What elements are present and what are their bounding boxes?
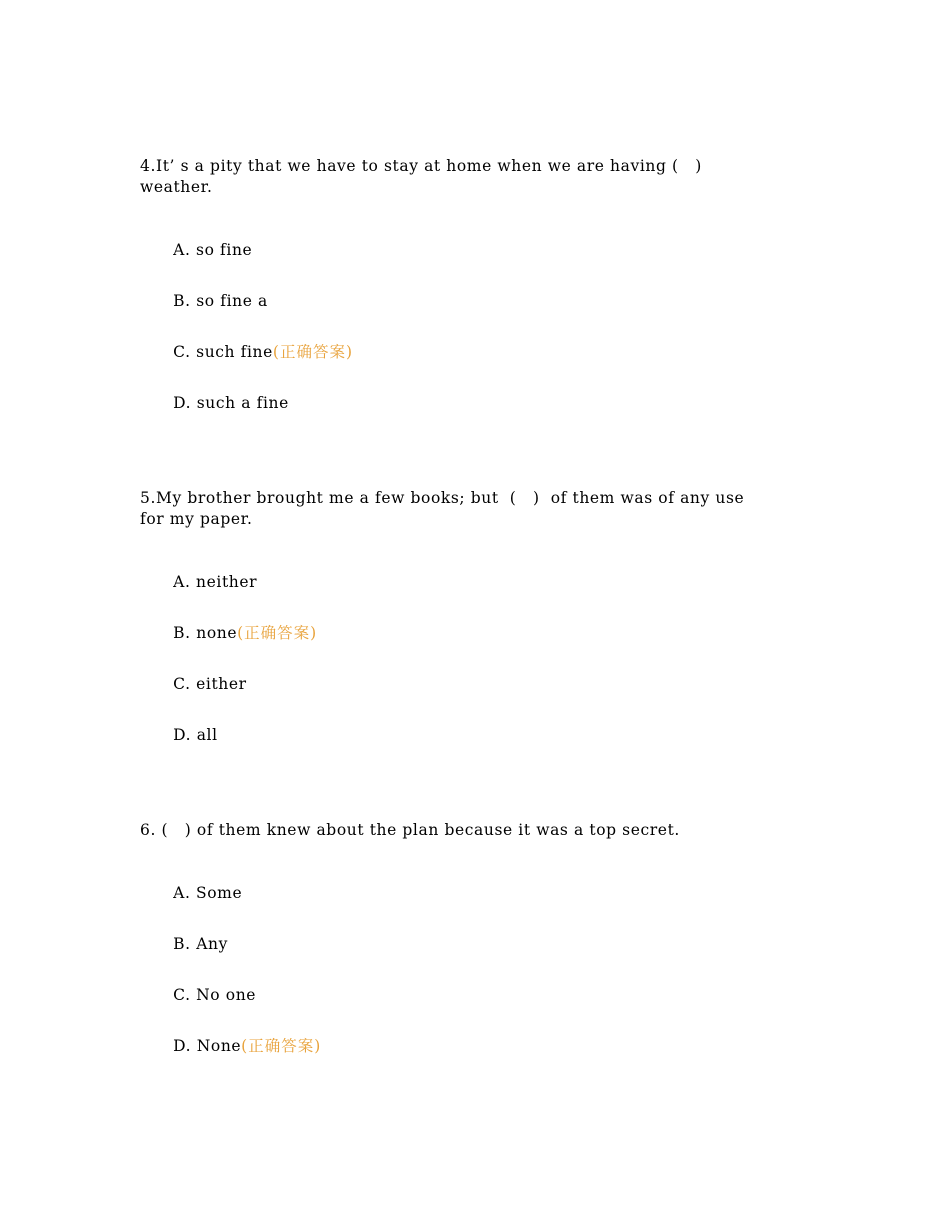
option-letter: A.: [173, 884, 191, 902]
option-letter: D.: [173, 1037, 192, 1055]
option-letter: B.: [173, 292, 191, 310]
question-stem: 5.My brother brought me a few books; but ( ) of them was of any use for my paper.: [140, 489, 745, 528]
option-text: such a fine: [196, 394, 289, 412]
option-letter: C.: [173, 675, 191, 693]
option-text: so fine a: [196, 292, 268, 310]
option-d: [140, 1015, 321, 1078]
correct-answer-mark: (正确答案): [237, 624, 318, 642]
question-5: [140, 488, 810, 744]
option-d: [140, 704, 218, 767]
option-text: none: [196, 624, 238, 642]
question-stem: 4.It’ s a pity that we have to stay at home when we are having ( ) weather.: [140, 157, 702, 196]
question-stem: 6. ( ) of them knew about the plan because it was a top secret.: [140, 821, 680, 839]
option-text: such fine: [196, 343, 273, 361]
correct-answer-mark: (正确答案): [241, 1037, 322, 1055]
option-text: so fine: [196, 241, 253, 259]
option-letter: C.: [173, 343, 191, 361]
option-letter: A.: [173, 573, 191, 591]
option-text: either: [196, 675, 247, 693]
question-4: [140, 156, 810, 412]
option-d: [140, 372, 289, 435]
question-6: [140, 820, 810, 1055]
option-text: None: [196, 1037, 242, 1055]
option-letter: B.: [173, 624, 191, 642]
option-text: Some: [196, 884, 243, 902]
option-letter: A.: [173, 241, 191, 259]
option-text: all: [196, 726, 218, 744]
option-text: No one: [196, 986, 257, 1004]
option-letter: D.: [173, 726, 192, 744]
option-letter: D.: [173, 394, 192, 412]
option-letter: C.: [173, 986, 191, 1004]
correct-answer-mark: (正确答案): [272, 343, 354, 361]
option-letter: B.: [173, 935, 191, 953]
option-text: Any: [196, 935, 228, 953]
option-text: neither: [196, 573, 258, 591]
